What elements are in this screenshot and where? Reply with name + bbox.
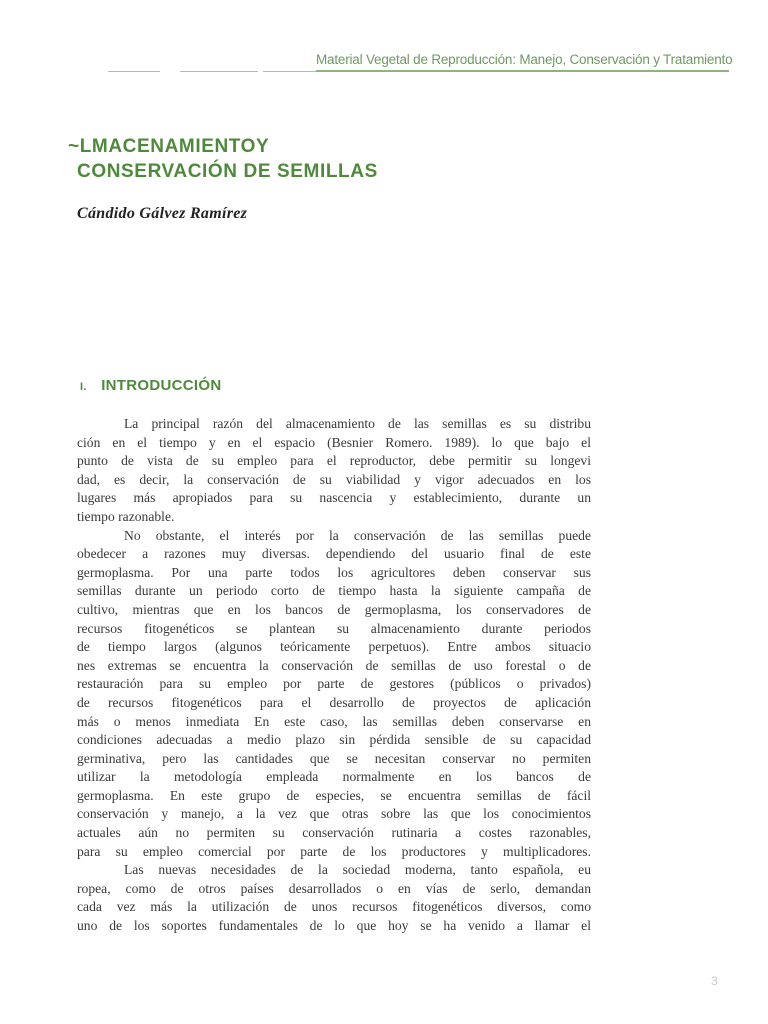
body-line-text: recursos fitogenéticos se plantean su almacenamiento durante periodos	[77, 620, 591, 636]
page-number: 3	[711, 974, 718, 988]
section-title: INTRODUCCIÓN	[101, 377, 222, 394]
body-line-text: uno de los soportes fundamentales de lo que hoy se ha venido a llamar el	[77, 918, 591, 934]
body-line-text: ropea, como de otros países desarrollados o en vías de serlo, demandan	[77, 880, 591, 896]
body-line-text: restauración para su empleo por parte de gestores (públicos o privados)	[77, 676, 591, 692]
body-line	[77, 713, 591, 732]
body-line-text: de recursos fitogenéticos para el desarrollo de proyectos de aplicación	[77, 694, 591, 710]
body-line	[77, 675, 591, 694]
body-line	[77, 434, 591, 453]
body-line-text: de tiempo largos (algunos teóricamente perpetuos). Entre ambos situacio	[77, 639, 591, 655]
body-line-text: La principal razón del almacenamiento de las semillas es su distribu	[124, 416, 591, 431]
body-line	[77, 750, 591, 769]
author-name: Cándido Gálvez Ramírez	[77, 205, 248, 222]
body-line-text: actuales aún no permiten su conservación rutinaria a costes razonables,	[77, 825, 591, 841]
body-line-text: No obstante, el interés por la conservación de las semillas puede	[124, 527, 591, 543]
body-line	[77, 768, 591, 787]
body-line-text: punto de vista de su empleo para el reproductor, debe permitir su longevi	[77, 453, 591, 469]
body-line-text: tiempo razonable.	[77, 508, 175, 524]
body-line	[77, 694, 591, 713]
body-line-text: cada vez más la utilización de unos recursos fitogenéticos diversos, como	[77, 899, 591, 915]
body-line	[77, 805, 591, 824]
body-line	[77, 508, 591, 527]
body-line	[77, 898, 591, 917]
body-line	[77, 824, 591, 843]
body-line-text: lugares más apropiados para su nascencia y establecimiento, durante un	[77, 490, 591, 506]
body-line	[77, 452, 591, 471]
section-heading	[80, 377, 221, 394]
body-line	[77, 582, 591, 601]
chapter-title	[68, 134, 378, 184]
body-line	[77, 601, 591, 620]
body-line	[77, 657, 591, 676]
body-line	[77, 527, 591, 546]
body-line-text: nes extremas se encuentra la conservación de semillas de uso forestal o de	[77, 657, 591, 673]
body-line-text: más o menos inmediata En este caso, las semillas deben conservarse en	[77, 713, 591, 729]
body-line-text: utilizar la metodología empleada normalmente en los bancos de	[77, 769, 591, 785]
body-line	[77, 731, 591, 750]
header-rule-middle	[180, 71, 258, 72]
section-number: I.	[80, 381, 87, 393]
body-line	[77, 843, 591, 862]
body-line	[77, 917, 591, 936]
body-line-text: cultivo, mientras que en los bancos de germoplasma, los conservadores de	[77, 601, 591, 617]
body-line-text: ción en el tiempo y en el espacio (Besnier Romero. 1989). lo que bajo el	[77, 434, 591, 450]
body-line	[77, 489, 591, 508]
header-rule-right	[263, 71, 316, 72]
body-line-text: conservación y manejo, a la vez que otras sobre las que los conocimientos	[77, 806, 591, 822]
chapter-title-line-2: CONSERVACIÓN DE SEMILLAS	[77, 161, 378, 182]
running-header-title: Material Vegetal de Reproducción: Manejo, Conservación y Tratamiento	[316, 52, 733, 67]
body-line	[77, 620, 591, 639]
body-line-text: germinativa, pero las cantidades que se necesitan conservar no permiten	[77, 750, 591, 766]
body-line	[77, 638, 591, 657]
header-rule-left	[108, 71, 160, 72]
body-line-text: condiciones adecuadas a medio plazo sin pérdida sensible de su capacidad	[77, 732, 591, 748]
body-line	[77, 471, 591, 490]
body-line	[77, 545, 591, 564]
body-line-text: para su empleo comercial por parte de los productores y multiplicadores.	[77, 843, 591, 859]
body-text	[77, 415, 591, 936]
body-line	[77, 787, 591, 806]
body-line	[77, 880, 591, 899]
running-header-underline	[316, 70, 729, 72]
body-line-text: dad, es decir, la conservación de su viabilidad y vigor adecuados en los	[77, 471, 591, 487]
body-line-text: obedecer a razones muy diversas. dependiendo del usuario final de este	[77, 546, 591, 562]
body-line-text: germoplasma. Por una parte todos los agricultores deben conservar sus	[77, 564, 591, 580]
body-line	[77, 415, 591, 434]
body-line-text: Las nuevas necesidades de la sociedad moderna, tanto española, eu	[124, 862, 591, 878]
body-line	[77, 861, 591, 880]
body-line	[77, 564, 591, 583]
chapter-title-line-1: ~LMACENAMIENTOY	[68, 136, 270, 157]
body-line-text: germoplasma. En este grupo de especies, se encuentra semillas de fácil	[77, 787, 591, 803]
body-line-text: semillas durante un periodo corto de tiempo hasta la siguiente campaña de	[77, 583, 591, 599]
